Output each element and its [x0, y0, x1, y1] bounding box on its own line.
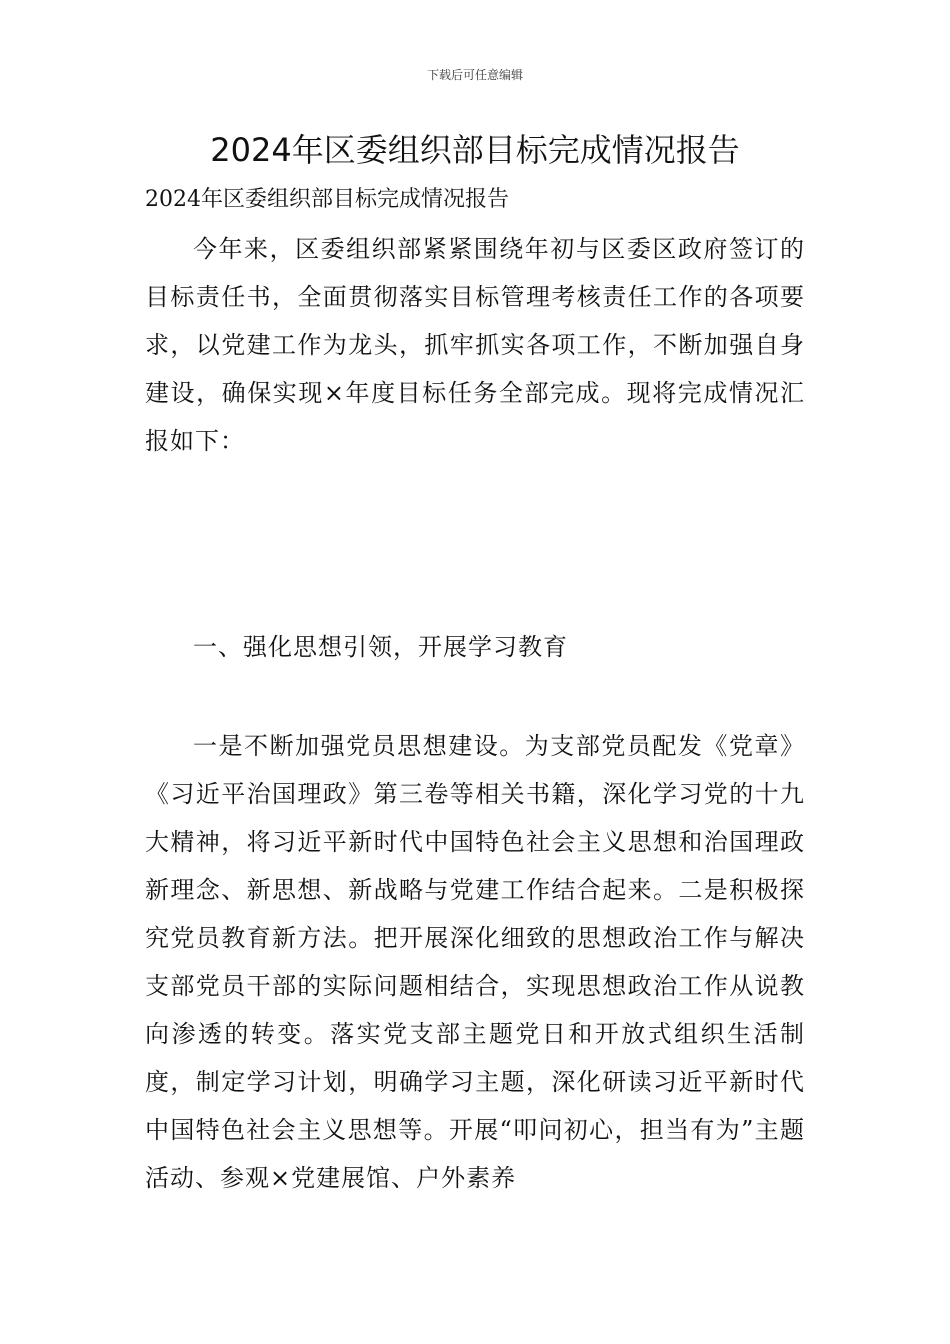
header-note: 下载后可任意编辑	[426, 68, 523, 82]
intro-paragraph: 今年来，区委组织部紧紧围绕年初与区委区政府签订的目标责任书，全面贯彻落实目标管理考核责任工作的各项要求，以党建工作为龙头，抓牢抓实各项工作，不断加强自身建设，确保实现×年度目标任务全部完成。现将完成情况汇报如下：	[145, 235, 805, 455]
section-body-paragraph: 一是不断加强党员思想建设。为支部党员配发《党章》《习近平治国理政》第三卷等相关书籍，深化学习党的十九大精神，将习近平新时代中国特色社会主义思想和治国理政新理念、新思想、新战略与党建工作结合起来。二是积极探究党员教育新方法。把开展深化细致的思想政治工作与解决支部党员干部的实际问题相结合，实现思想政治工作从说教向渗透的转变。落实党支部主题党日和开放式组织生活制度，制定学习计划，明确学习主题，深化研读习近平新时代中国特色社会主义思想等。开展“叩问初心，担当有为”主题活动、参观×党建展馆、户外素养	[145, 732, 805, 1192]
document-title: 2024年区委组织部目标完成情况报告	[210, 131, 740, 169]
section-heading: 一、强化思想引领，开展学习教育	[193, 633, 568, 661]
document-subtitle: 2024年区委组织部目标完成情况报告	[145, 187, 509, 212]
